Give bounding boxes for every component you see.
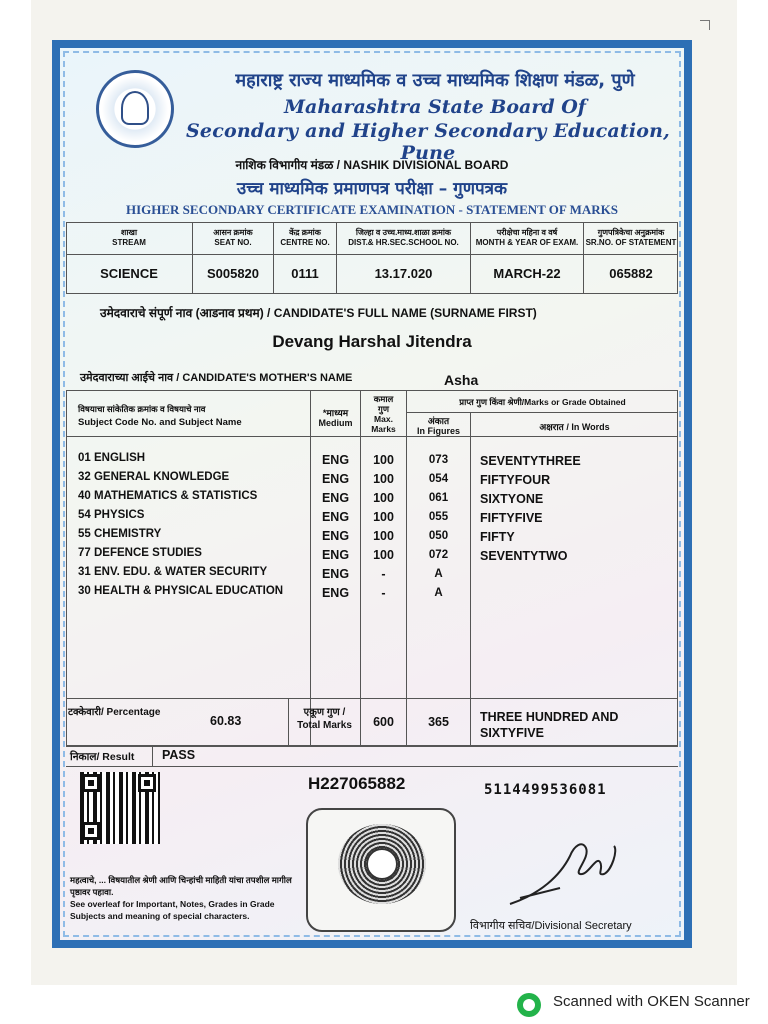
subject-max: - xyxy=(381,586,386,600)
board-name-marathi: महाराष्ट्र राज्य माध्यमिक व उच्च माध्यमिक शिक्षण मंडळ, पुणे xyxy=(235,70,635,91)
subject-medium: ENG xyxy=(321,510,350,524)
candidate-name: Devang Harshal Jitendra xyxy=(272,332,472,351)
board-name-english-line2: Secondary and Higher Secondary Education, Pune xyxy=(185,120,671,164)
result-col-line xyxy=(152,746,153,766)
subject-name: 30 HEALTH & PHYSICAL EDUCATION xyxy=(78,585,284,597)
subject-figures: A xyxy=(434,587,443,599)
stream-header: शाखा STREAM xyxy=(112,228,146,247)
candidate-name-label: उमेदवाराचे संपूर्ण नाव (आडनाव प्रथम) / CANDIDATE'S FULL NAME (SURNAME FIRST) xyxy=(100,306,537,320)
qr-finder xyxy=(138,774,156,792)
hologram-seal xyxy=(306,808,456,932)
subject-figures: 061 xyxy=(428,492,449,504)
scan-corner-mark xyxy=(700,20,710,30)
month-header: परीक्षेचा महिना व वर्ष MONTH & YEAR OF EXAM. xyxy=(475,228,579,247)
result-divider xyxy=(66,746,678,747)
month-year-value: MARCH-22 xyxy=(493,266,561,281)
hologram-emblem-icon xyxy=(338,824,426,904)
school-header: जिल्हा व उच्च.माध्य.शाळा क्रमांक DIST.& HR.SEC.SCHOOL NO. xyxy=(348,228,459,247)
centre-no-value: 0111 xyxy=(291,266,319,281)
scanner-label: Scanned with OKEN Scanner xyxy=(553,993,750,1010)
certificate-code: H227065882 xyxy=(308,774,406,793)
scanner-footer xyxy=(0,985,768,1024)
seat-no-value: S005820 xyxy=(206,266,260,281)
board-name-english-line1: Maharashtra State Board Of xyxy=(284,96,586,118)
total-words: THREE HUNDRED AND SIXTYFIVE xyxy=(480,710,619,740)
subject-medium: ENG xyxy=(321,529,350,543)
statement-no-value: 065882 xyxy=(609,266,653,281)
qr-finder xyxy=(82,774,100,792)
footer-note-english: See overleaf for Important, Notes, Grades in Grade Subjects and meaning of special characters. xyxy=(70,899,275,921)
subject-words: FIFTYFIVE xyxy=(480,511,543,525)
footer-note-marathi: महत्वाचे, ... विषयातील श्रेणी आणि चिन्हांची माहिती यांचा तपशील मागील पृष्ठावर पहावा. xyxy=(70,875,292,897)
subject-max: 100 xyxy=(373,510,394,524)
obtained-divider xyxy=(407,412,678,413)
figures-header: अंकात In Figures xyxy=(416,416,460,436)
hologram-center xyxy=(366,848,398,880)
certificate-serial-number: 5114499536081 xyxy=(484,782,607,798)
qr-finder xyxy=(82,822,100,840)
subject-header-en: Subject Code No. and Subject Name xyxy=(78,417,242,428)
qr-code-icon xyxy=(80,772,160,844)
subject-medium: ENG xyxy=(321,567,350,581)
subject-figures: 072 xyxy=(428,549,449,561)
result-value: PASS xyxy=(162,748,196,762)
seat-header: आसन क्रमांक SEAT NO. xyxy=(213,228,253,247)
subject-name: 77 DEFENCE STUDIES xyxy=(78,547,202,559)
centre-header: केंद्र क्रमांक CENTRE NO. xyxy=(280,228,330,247)
subject-medium: ENG xyxy=(321,453,350,467)
subject-words: FIFTY xyxy=(480,530,515,544)
subject-max: - xyxy=(381,567,386,581)
srno-header: गुणपत्रिकेचा अनुक्रमांक SR.NO. OF STATEMENT xyxy=(585,228,677,247)
subject-max: 100 xyxy=(373,472,394,486)
exam-title-english: HIGHER SECONDARY CERTIFICATE EXAMINATION - STATEMENT OF MARKS xyxy=(125,202,619,217)
mother-name-label: उमेदवाराच्या आईचे नाव / CANDIDATE'S MOTHER'S NAME xyxy=(80,372,353,384)
subject-medium: ENG xyxy=(321,548,350,562)
result-bottom-line xyxy=(66,766,678,767)
totals-divider xyxy=(66,698,678,699)
school-no-value: 13.17.020 xyxy=(374,266,433,281)
info-divider xyxy=(66,254,678,255)
words-header: अक्षरात / In Words xyxy=(539,422,610,432)
stream-value: SCIENCE xyxy=(100,266,158,281)
max-marks-header: कमाल गुण Max. Marks xyxy=(371,394,396,434)
subject-words: SEVENTYTWO xyxy=(480,549,568,563)
board-seal-icon xyxy=(96,70,174,148)
signature-icon xyxy=(500,826,630,916)
subject-figures: 055 xyxy=(428,511,449,523)
percentage-label: टक्केवारी/ Percentage xyxy=(68,707,161,718)
subject-words: FIFTYFOUR xyxy=(480,473,551,487)
exam-title-marathi: उच्च माध्यमिक प्रमाणपत्र परीक्षा – गुणपत्रक xyxy=(236,179,508,199)
subject-figures: 073 xyxy=(428,454,449,466)
percentage-value: 60.83 xyxy=(210,714,242,728)
subject-name: 31 ENV. EDU. & WATER SECURITY xyxy=(78,566,268,578)
total-obtained-value: 365 xyxy=(428,715,449,729)
seal-emblem xyxy=(121,91,149,125)
obtained-header: प्राप्त गुण किंवा श्रेणी/Marks or Grade Obtained xyxy=(459,397,626,407)
subject-figures: A xyxy=(434,568,443,580)
subject-max: 100 xyxy=(373,548,394,562)
subject-max: 100 xyxy=(373,453,394,467)
subject-header-mr: विषयाचा सांकेतिक क्रमांक व विषयाचे नाव xyxy=(78,404,206,414)
medium-header: *माध्यम Medium xyxy=(318,408,353,428)
result-label: निकाल/ Result xyxy=(70,751,135,763)
total-max-value: 600 xyxy=(373,715,394,729)
subject-words: SEVENTYTHREE xyxy=(480,454,581,468)
subject-name: 54 PHYSICS xyxy=(78,509,145,521)
subject-words: SIXTYONE xyxy=(480,492,544,506)
total-marks-label: एकूण गुण / Total Marks xyxy=(297,707,352,731)
subject-name: 32 GENERAL KNOWLEDGE xyxy=(78,471,230,483)
subject-medium: ENG xyxy=(321,472,350,486)
subject-figures: 050 xyxy=(428,530,449,542)
subject-medium: ENG xyxy=(321,491,350,505)
subject-medium: ENG xyxy=(321,586,350,600)
marks-col-line xyxy=(470,412,471,746)
subject-name: 40 MATHEMATICS & STATISTICS xyxy=(78,490,258,502)
divisional-board: नाशिक विभागीय मंडळ / NASHIK DIVISIONAL BOARD xyxy=(235,158,509,172)
subject-max: 100 xyxy=(373,529,394,543)
marks-header-divider xyxy=(66,436,678,437)
subject-max: 100 xyxy=(373,491,394,505)
subject-figures: 054 xyxy=(428,473,449,485)
subject-name: 01 ENGLISH xyxy=(78,452,146,464)
marksheet-certificate xyxy=(52,40,692,948)
divisional-secretary-label: विभागीय सचिव/Divisional Secretary xyxy=(470,920,632,932)
mother-name: Asha xyxy=(444,372,479,388)
footer-note xyxy=(70,874,300,922)
scanner-logo-icon xyxy=(517,993,541,1017)
subject-name: 55 CHEMISTRY xyxy=(78,528,162,540)
